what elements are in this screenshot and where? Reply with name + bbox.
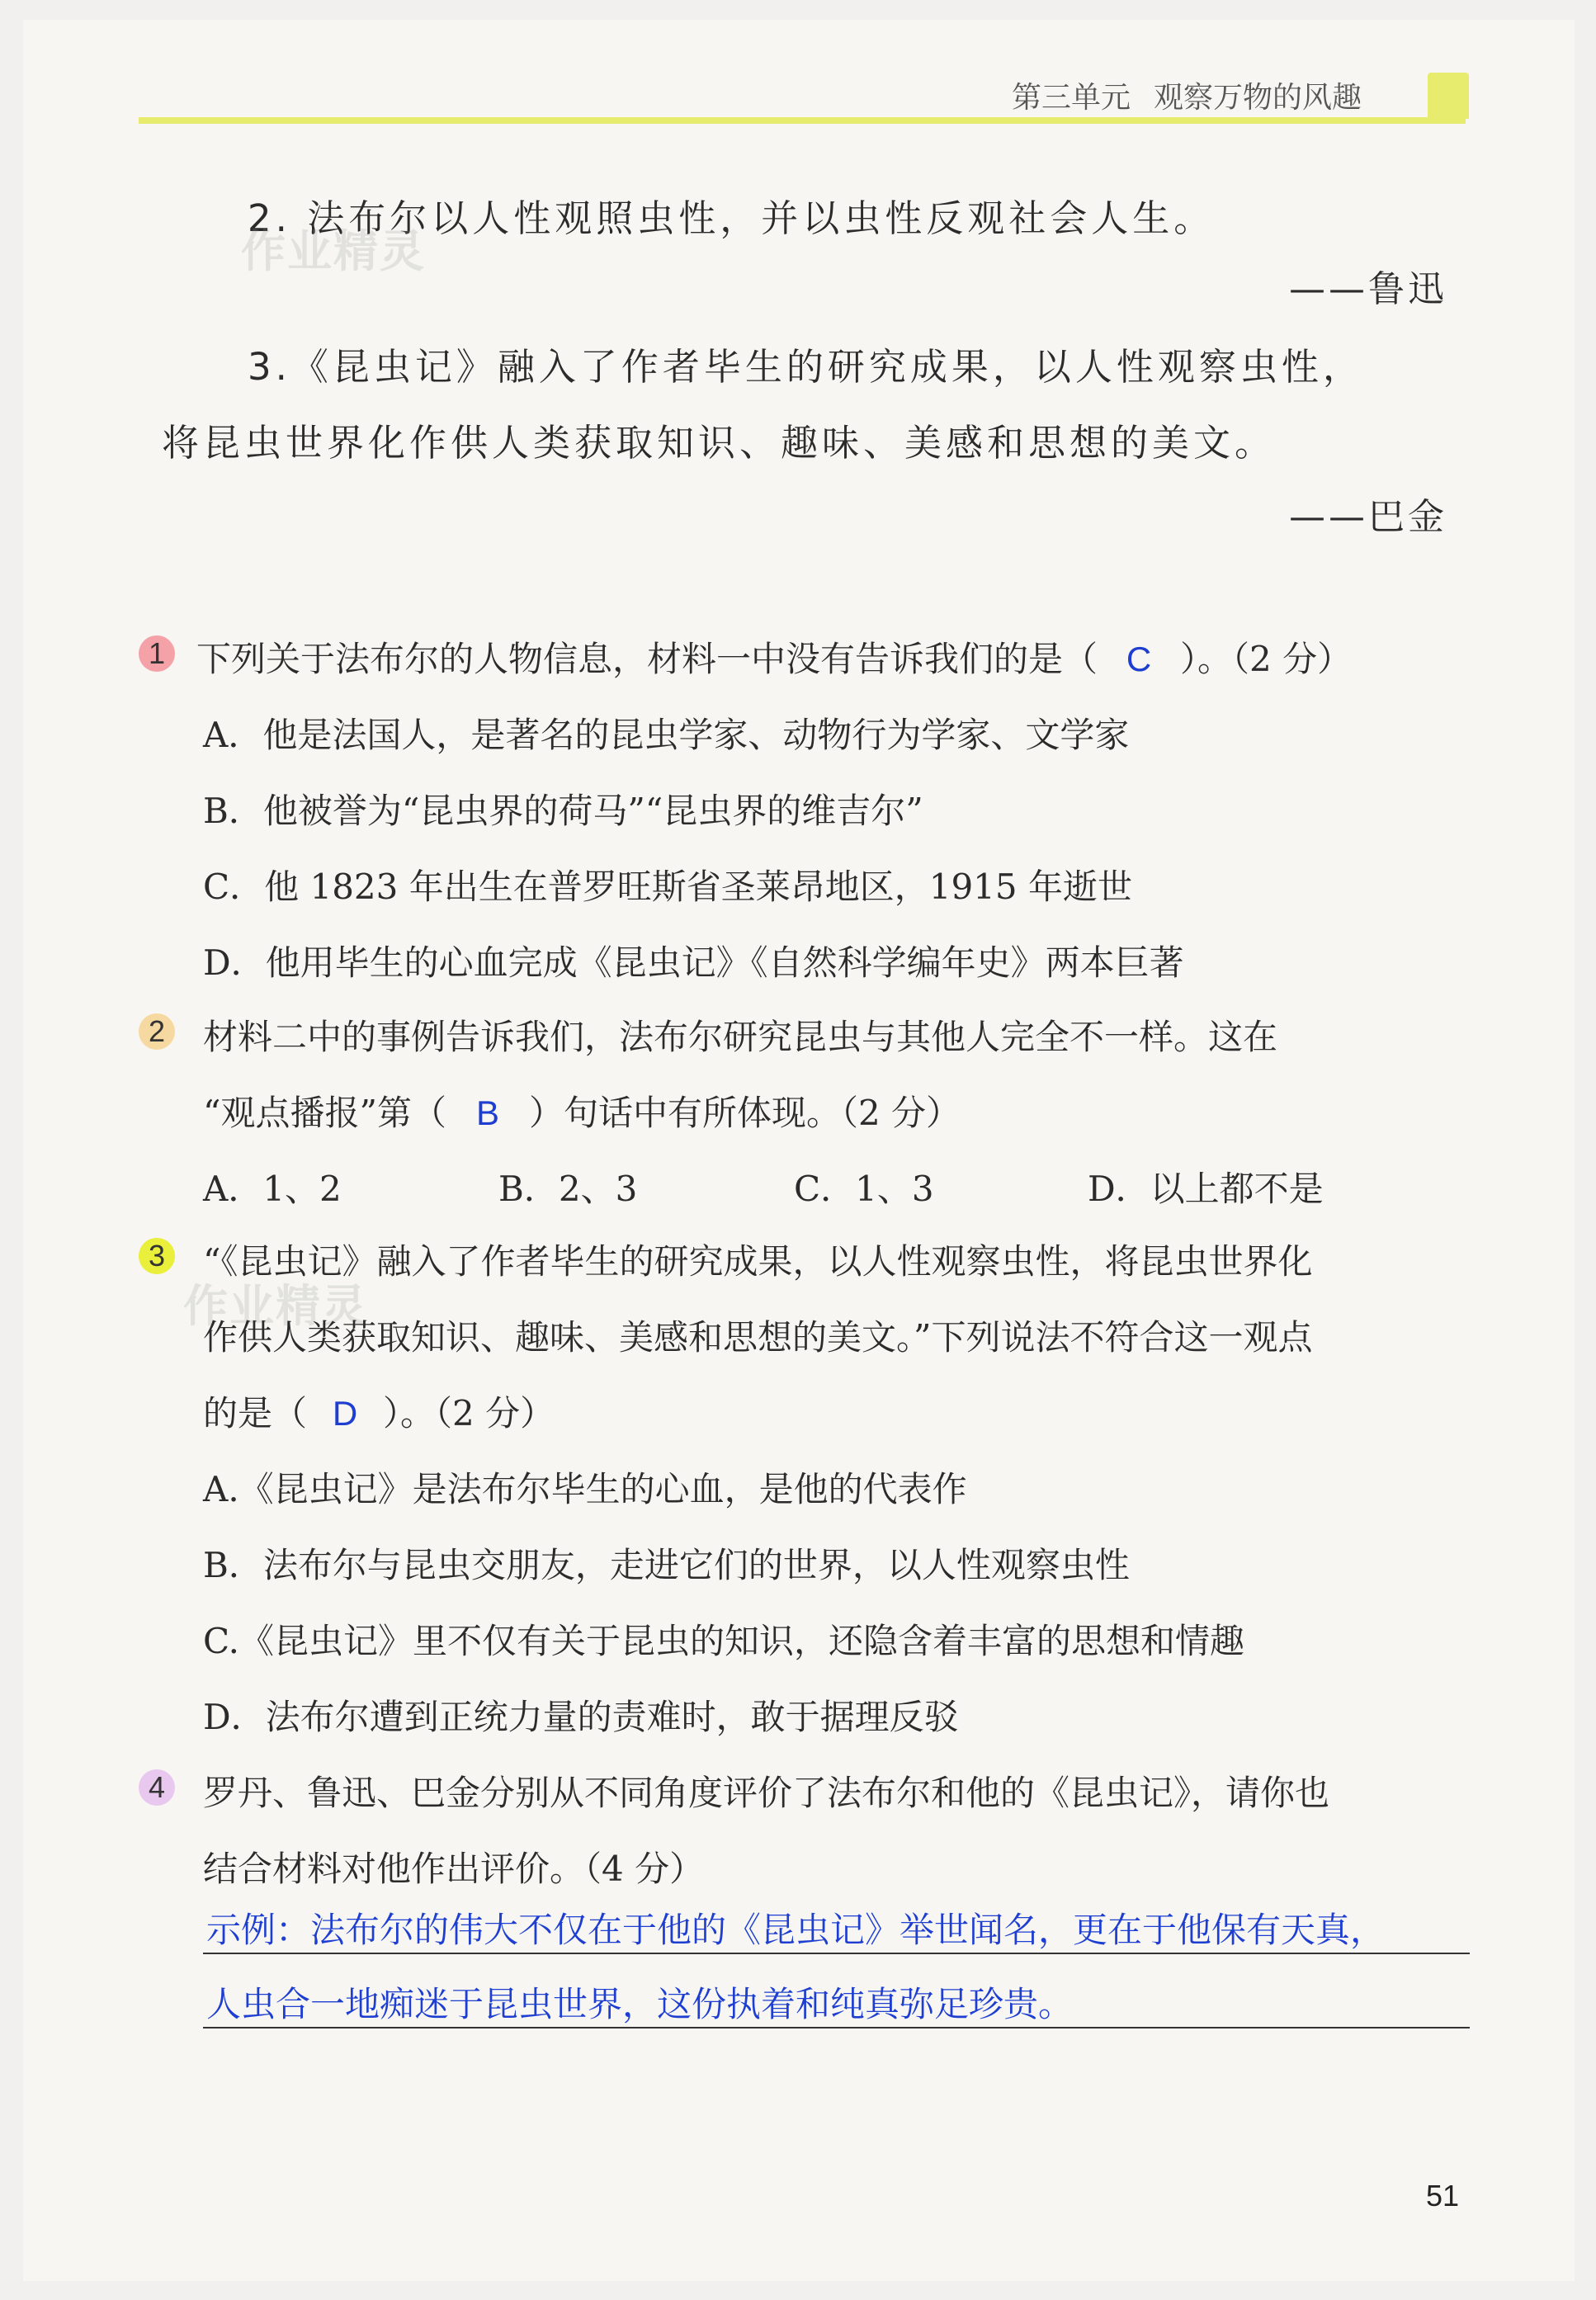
watermark-2: 作业精灵: [183, 1280, 368, 1332]
question-1-stem: 下列关于法布尔的人物信息，材料一中没有告诉我们的是（ C ）。（2 分）: [196, 639, 1353, 679]
unit-label: 第三单元: [1012, 81, 1131, 115]
question-2-option-c: C．1、3: [794, 1169, 934, 1209]
question-2-stem-line2: “观点播报”第（ B ）句话中有所体现。（2 分）: [203, 1093, 961, 1133]
question-3-option-b: B．法布尔与昆虫交朋友，走进它们的世界，以人性观察虫性: [203, 1545, 1130, 1585]
question-number-1: 1: [139, 635, 175, 672]
question-number-2: 2: [139, 1013, 175, 1050]
answer-rule-2: [203, 2027, 1470, 2028]
question-3-stem-line3: 的是（ D ）。（2 分）: [203, 1393, 555, 1433]
header-corner-tab: [1428, 73, 1469, 119]
quote-ba-jin-line1: 3.《昆虫记》融入了作者毕生的研究成果，以人性观察虫性，: [248, 345, 1364, 389]
question-1-option-c: C．他 1823 年出生在普罗旺斯省圣莱昂地区，1915 年逝世: [203, 867, 1132, 907]
answer-3: D: [332, 1394, 358, 1433]
question-2-option-b: B．2、3: [498, 1169, 638, 1209]
question-1-option-d: D．他用毕生的心血完成《昆虫记》《自然科学编年史》两本巨著: [203, 942, 1184, 983]
answer-1: C: [1126, 640, 1152, 678]
question-3-option-c: C.《昆虫记》里不仅有关于昆虫的知识，还隐含着丰富的思想和情趣: [203, 1621, 1244, 1661]
question-2-option-d: D．以上都不是: [1088, 1169, 1324, 1209]
quote-author-lu-xun: ——鲁迅: [1289, 268, 1447, 310]
page-number: 51: [1426, 2179, 1460, 2213]
quote-author-ba-jin: ——巴金: [1289, 496, 1447, 538]
question-3-stem-line2: 作供人类获取知识、趣味、美感和思想的美文。”下列说法不符合这一观点: [203, 1317, 1313, 1358]
question-2-option-a: A．1、2: [203, 1169, 342, 1209]
watermark: 作业精灵: [241, 225, 426, 277]
answer-2: B: [475, 1093, 499, 1132]
question-1-option-a: A．他是法国人，是著名的昆虫学家、动物行为学家、文学家: [203, 715, 1130, 755]
unit-title: 观察万物的风趣: [1154, 81, 1362, 115]
running-header: [1012, 74, 1424, 116]
answer-rule-1: [203, 1953, 1470, 1954]
question-4-stem-line1: 罗丹、鲁迅、巴金分别从不同角度评价了法布尔和他的《昆虫记》，请你也: [203, 1773, 1330, 1813]
question-number-4: 4: [139, 1769, 175, 1806]
question-3-option-d: D．法布尔遭到正统力量的责难时，敢于据理反驳: [203, 1697, 959, 1737]
question-4-answer-line1: 示例：法布尔的伟大不仅在于他的《昆虫记》举世闻名，更在于他保有天真，: [206, 1910, 1386, 1950]
question-number-3: 3: [139, 1238, 175, 1274]
question-3-stem-line1: “《昆虫记》融入了作者毕生的研究成果，以人性观察虫性，将昆虫世界化: [203, 1241, 1313, 1282]
quote-lu-xun: 2. 法布尔以人性观照虫性，并以虫性反观社会人生。: [248, 196, 1216, 240]
question-3-option-a: A.《昆虫记》是法布尔毕生的心血，是他的代表作: [203, 1469, 967, 1509]
quote-ba-jin-line2: 将昆虫世界化作供人类获取知识、趣味、美感和思想的美文。: [162, 421, 1277, 465]
header-rule: [139, 117, 1466, 124]
question-2-stem-line1: 材料二中的事例告诉我们，法布尔研究昆虫与其他人完全不一样。这在: [203, 1017, 1278, 1057]
question-4-answer-line2: 人虫合一地痴迷于昆虫世界，这份执着和纯真弥足珍贵。: [206, 1984, 1074, 2024]
question-4-stem-line2: 结合材料对他作出评价。（4 分）: [203, 1849, 705, 1889]
question-1-option-b: B．他被誉为“昆虫界的荷马”“昆虫界的维吉尔”: [203, 791, 923, 831]
